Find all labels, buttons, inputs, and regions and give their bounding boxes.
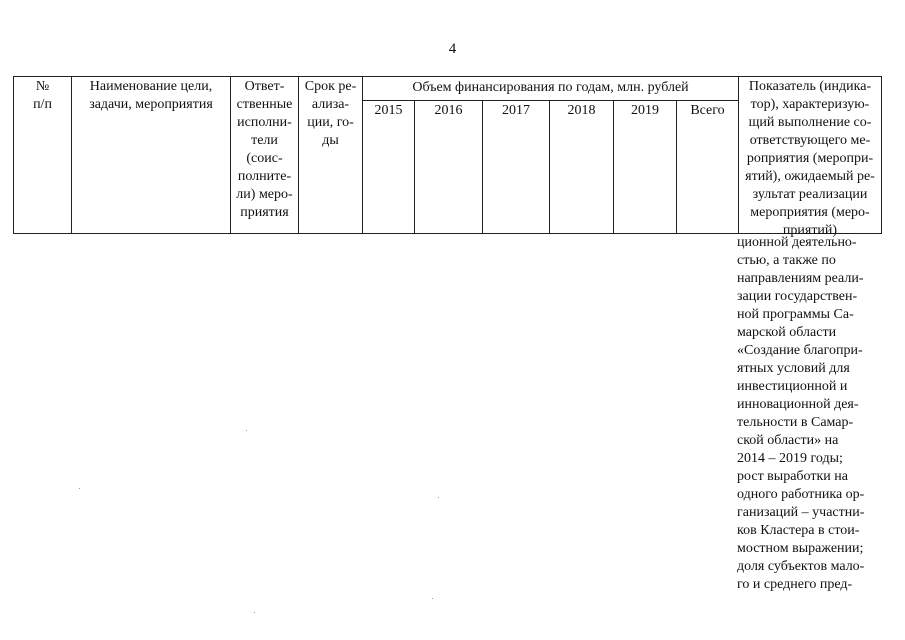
header-responsible	[231, 78, 298, 222]
header-responsible-line: (соис-	[246, 151, 283, 166]
header-financing: Объем финансирования по годам, млн. рублей	[412, 80, 689, 95]
header-responsible-line: полните-	[237, 169, 292, 184]
header-year-2015: 2015	[374, 103, 403, 118]
header-period-line: ды	[322, 133, 339, 148]
page-number: 4	[448, 41, 457, 57]
continuation-line: рост выработки на	[737, 469, 848, 484]
continuation-line: 2014 – 2019 годы;	[737, 451, 843, 466]
continuation-line: марской области	[737, 325, 837, 340]
continuation-line: «Создание благопри-	[737, 343, 863, 358]
header-responsible-line: тели	[251, 133, 278, 148]
header-indicator-line: ятий), ожидаемый ре-	[745, 169, 875, 184]
header-number-line: №	[35, 79, 50, 94]
continuation-line: стью, а также по	[737, 253, 836, 268]
header-indicator-line: Показатель (индика-	[748, 79, 872, 94]
continuation-line: ской области» на	[737, 433, 839, 448]
header-period-line: ализа-	[311, 97, 350, 112]
header-total: Всего	[690, 103, 725, 118]
header-name	[72, 78, 230, 114]
header-period	[299, 78, 362, 150]
scan-speck	[246, 430, 247, 431]
header-number-line: п/п	[33, 97, 52, 112]
continuation-line: одного работника ор-	[737, 487, 865, 502]
continuation-line: зации государствен-	[737, 289, 858, 304]
header-year-2018: 2018	[567, 103, 596, 118]
header-indicator-line: зультат реализации	[752, 187, 868, 202]
header-year-2016: 2016	[434, 103, 463, 118]
header-name-line: Наименование цели,	[89, 79, 213, 94]
header-responsible-line: исполни-	[237, 115, 292, 130]
header-responsible-line: приятия	[240, 205, 289, 220]
header-responsible-line: ли) меро-	[236, 187, 293, 202]
continuation-line: мостном выражении;	[737, 541, 864, 556]
continuation-line: ционной деятельно-	[737, 235, 857, 250]
header-indicator-line: ответствующего ме-	[749, 133, 871, 148]
header-period-line: Срок ре-	[304, 79, 357, 94]
header-indicator-line: щий выполнение со-	[748, 115, 872, 130]
continuation-line: ганизаций – участни-	[737, 505, 865, 520]
header-indicator-line: мероприятия (меро-	[750, 205, 870, 220]
header-indicator	[739, 78, 881, 240]
continuation-line: направлениям реали-	[737, 271, 864, 286]
continuation-line: ятных условий для	[737, 361, 850, 376]
header-year-2019: 2019	[631, 103, 659, 118]
scan-speck	[254, 612, 255, 613]
continuation-line: инновационной дея-	[737, 397, 859, 412]
header-year-2017: 2017	[502, 103, 530, 118]
scan-speck	[438, 497, 439, 498]
header-indicator-line: роприятия (меропри-	[746, 151, 874, 166]
continuation-line: ной программы Са-	[737, 307, 854, 322]
header-indicator-line: приятий)	[782, 223, 838, 238]
header-responsible-line: Ответ-	[244, 79, 285, 94]
continuation-line: тельности в Самар-	[737, 415, 854, 430]
header-number	[14, 78, 71, 114]
scan-speck	[79, 488, 80, 489]
header-responsible-line: ственные	[236, 97, 293, 112]
header-indicator-line: тор), характеризую-	[750, 97, 870, 112]
continuation-line: инвестиционной и	[737, 379, 848, 394]
continuation-line: го и среднего пред-	[737, 577, 853, 592]
scan-speck	[432, 598, 433, 599]
indicator-continuation	[737, 234, 877, 594]
continuation-line: ков Кластера в стои-	[737, 523, 860, 538]
header-name-line: задачи, мероприятия	[89, 97, 213, 112]
header-period-line: ции, го-	[307, 115, 354, 130]
continuation-line: доля субъектов мало-	[737, 559, 865, 574]
